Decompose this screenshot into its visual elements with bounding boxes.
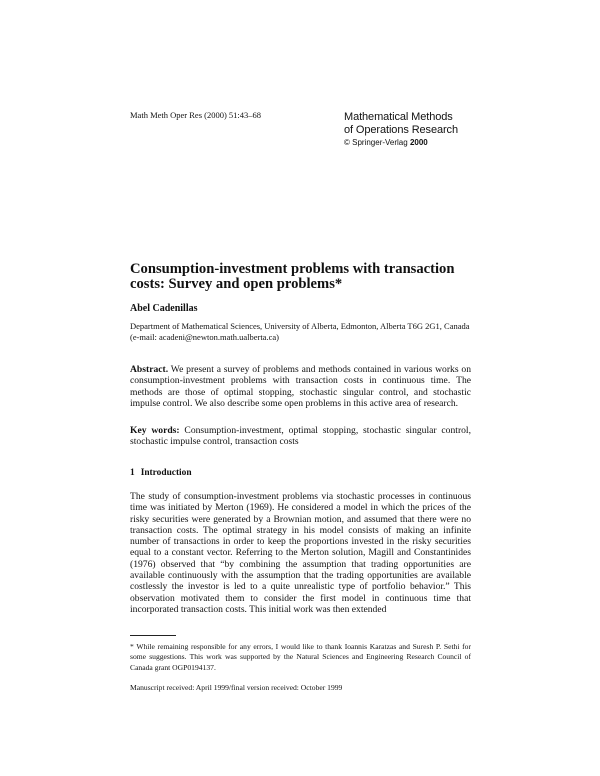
- footnote-divider: [130, 635, 176, 636]
- section-heading: [130, 468, 192, 478]
- journal-citation: Math Meth Oper Res (2000) 51:43–68: [130, 110, 262, 120]
- section-title: Introduction: [140, 468, 192, 478]
- abstract-label: Abstract.: [130, 364, 169, 375]
- journal-name-line1: Mathematical Methods: [344, 111, 453, 123]
- journal-name-line2: of Operations Research: [344, 124, 458, 136]
- abstract-text: We present a survey of problems and methods contained in various works on consumption-investment problems with transaction costs in continuous time. The methods are those of optimal stopping, stochastic singular control, and stochastic impulse control. We also describe some open problems in this active area of research.: [130, 364, 471, 410]
- journal-masthead: [344, 111, 474, 148]
- keywords: [130, 425, 471, 448]
- copyright-prefix: © Springer-Verlag: [344, 138, 408, 147]
- abstract: [130, 364, 471, 410]
- keywords-label: Key words:: [130, 425, 180, 436]
- keywords-text: Consumption-investment, optimal stopping, stochastic singular control, stochastic impulse control, transaction costs: [130, 425, 471, 448]
- author-affiliation: Department of Mathematical Sciences, University of Alberta, Edmonton, Alberta T6G 2G1, Canada (e-mail: acadeni@newton.math.ualberta.ca): [130, 321, 470, 342]
- body-paragraph: The study of consumption-investment problems via stochastic processes in continuous time was initiated by Merton (1969). He considered a model in which the prices of the risky securities were generated by a Brownian motion, and assumed that there were no transaction costs. The optimal strategy in his model consists of making an infinite number of transactions in order to keep the proportions invested in the risky securities equal to a constant vector. Referring to the Merton solution, Magill and Constantinides (1976) observed that “by combining the assumption that trading opportunities are available continuously with the assumption that the trading opportunities are available costlessly the investor is led to a quite unrealistic type of portfolio behavior.” This observation motivated them to consider the first model in continuous time that incorporated transaction costs. This initial work was then extended: [130, 491, 471, 615]
- manuscript-received: Manuscript received: April 1999/final version received: October 1999: [130, 683, 343, 692]
- article-title: Consumption-investment problems with transaction costs: Survey and open problems*: [130, 261, 455, 292]
- journal-copyright: [344, 137, 474, 148]
- article-author: Abel Cadenillas: [130, 303, 198, 314]
- copyright-year: 2000: [409, 138, 428, 147]
- footnote: * While remaining responsible for any errors, I would like to thank Ioannis Karatzas and Suresh P. Sethi for some suggestions. This work was supported by the Natural Sciences and Engineering Research Council of Canada grant OGP0194137.: [130, 642, 471, 672]
- section-number: 1: [130, 468, 135, 478]
